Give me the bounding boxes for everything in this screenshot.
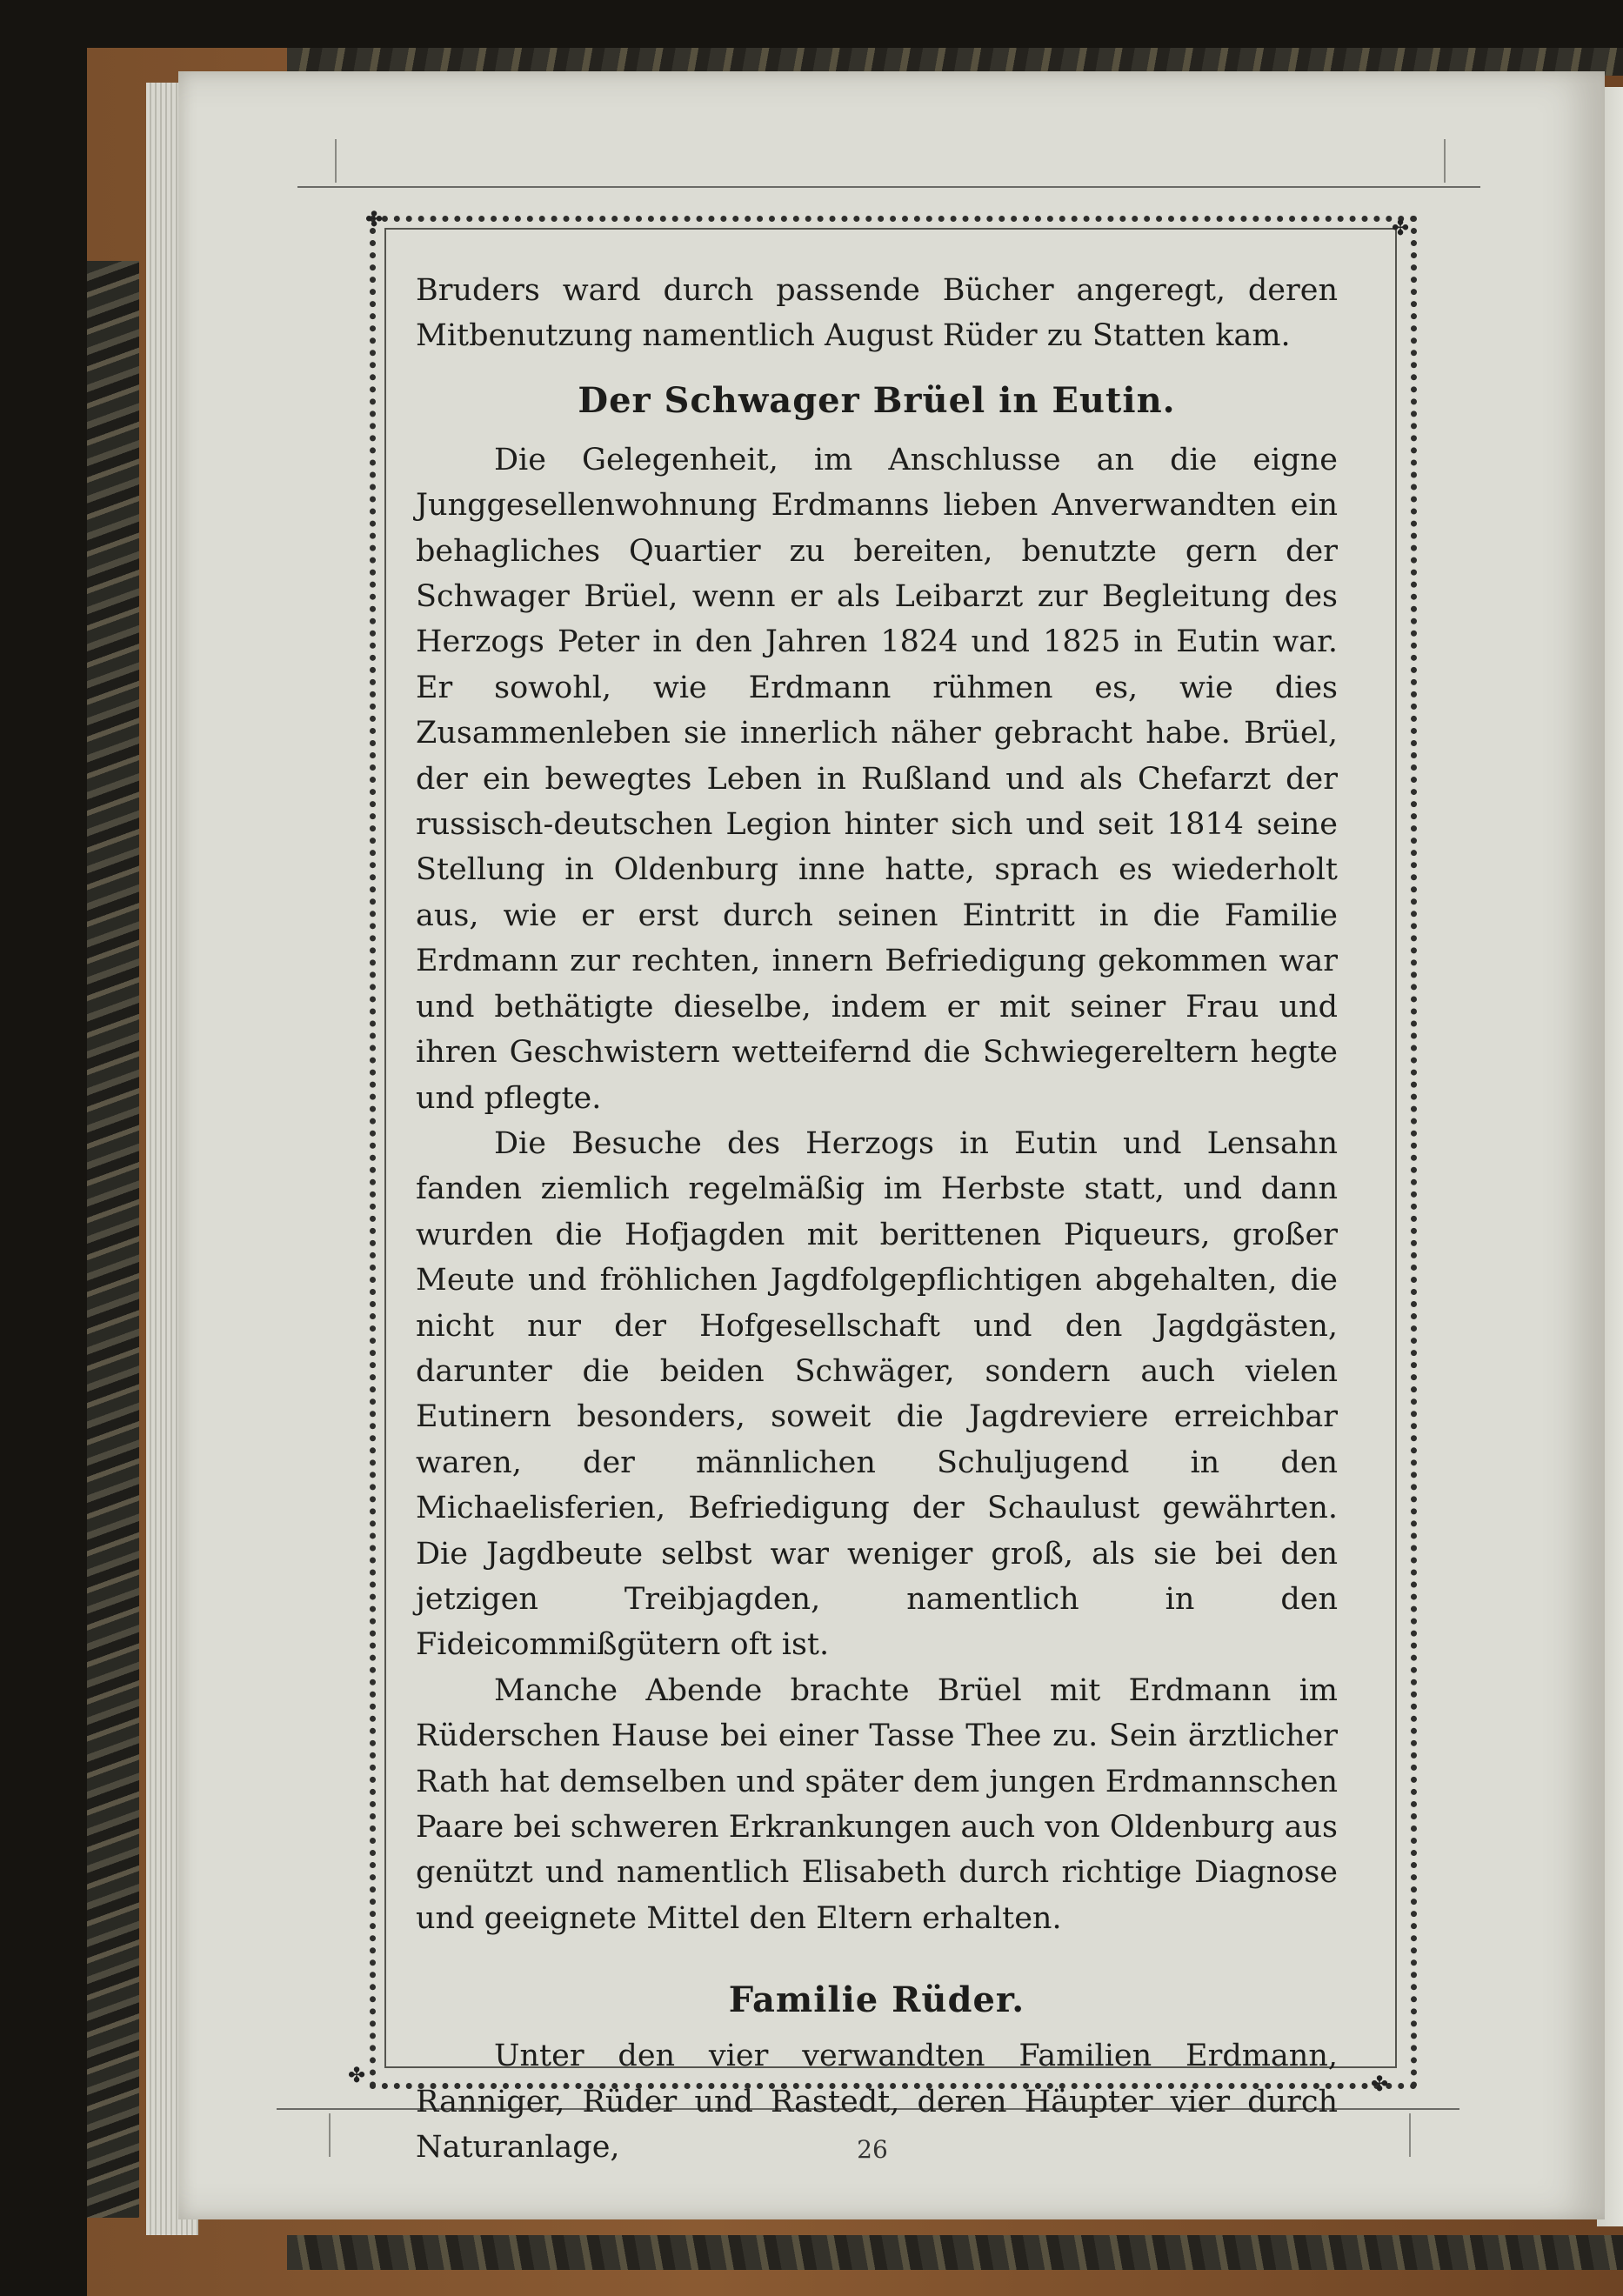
corner-ornament-bottom-right: ✤: [1371, 2072, 1389, 2096]
marbled-cover-left: [87, 261, 139, 2218]
page-text: [416, 268, 1338, 2170]
bottom-left-tick: [329, 2113, 331, 2157]
top-right-tick: [1444, 139, 1446, 183]
corner-ornament-top-left: ✤: [365, 207, 384, 231]
paragraph: Die Besuche des Herzogs in Eutin und Lensahn fanden ziemlich regelmäßig im Herbste statt, und dann wurden die Hofjagden mit berittenen Piqueurs, großer Meute und fröhlichen Jagdfolgepflichtigen abgehalten, die nicht nur der Hofgesellschaft und den Jagdgästen, darunter die beiden Schwäger, sondern auch vielen Eutinern besonders, soweit die Jagdreviere erreichbar waren, der männlichen Schuljugend in den Michaelisferien, Befriedigung der Schaulust gewährten. Die Jagdbeute selbst war weniger groß, als sie bei den jetzigen Treibjagden, namentlich in den Fideicommißgütern oft ist.: [416, 1125, 1338, 1663]
paragraph: Manche Abende brachte Brüel mit Erdmann im Rüderschen Hause bei einer Tasse Thee zu. Sein ärztlicher Rath hat demselben und später dem jungen Erdmannschen Paare bei schweren Erkrankungen auch von Oldenburg aus genützt und namentlich Elisabeth durch richtige Diagnose und geeignete Mittel den Eltern erhalten.: [416, 1672, 1338, 1936]
paragraph: Die Gelegenheit, im Anschlusse an die eigne Junggesellenwohnung Erdmanns lieben Anverwandten ein behagliches Quartier zu bereiten, benutzte gern der Schwager Brüel, wenn er als Leibarzt zur Begleitung des Herzogs Peter in den Jahren 1824 und 1825 in Eutin war. Er sowohl, wie Erdmann rühmen es, wie dies Zusammenleben sie innerlich näher gebracht habe. Brüel, der ein bewegtes Leben in Rußland und als Chefarzt der russisch-deutschen Legion hinter sich und seit 1814 seine Stellung in Oldenburg inne hatte, sprach es wiederholt aus, wie er erst durch seinen Eintritt in die Familie Erdmann zur rechten, innern Befriedigung gekommen war und bethätigte dieselbe, indem er mit seiner Frau und ihren Geschwistern wetteifernd die Schwiegereltern hegte und pflegte.: [416, 442, 1338, 1116]
corner-ornament-bottom-left: ✤: [348, 2063, 366, 2087]
marbled-cover-bottom: [287, 2235, 1623, 2270]
section-heading: Familie Rüder.: [728, 1979, 1025, 2021]
section-heading: Der Schwager Brüel in Eutin.: [578, 379, 1176, 421]
top-rule: [297, 186, 1480, 188]
paragraph: Unter den vier verwandten Familien Erdmann, Ranniger, Rüder und Rastedt, deren Häupter vier durch Naturanlage,: [416, 2039, 1338, 2166]
corner-ornament-top-right: ✤: [1392, 216, 1410, 240]
paragraph: Bruders ward durch passende Bücher angeregt, deren Mitbenutzung namentlich August Rüder zu Statten kam.: [416, 273, 1338, 354]
top-left-tick: [335, 139, 337, 183]
bottom-right-tick: [1409, 2113, 1411, 2157]
page-number: 26: [857, 2135, 888, 2164]
